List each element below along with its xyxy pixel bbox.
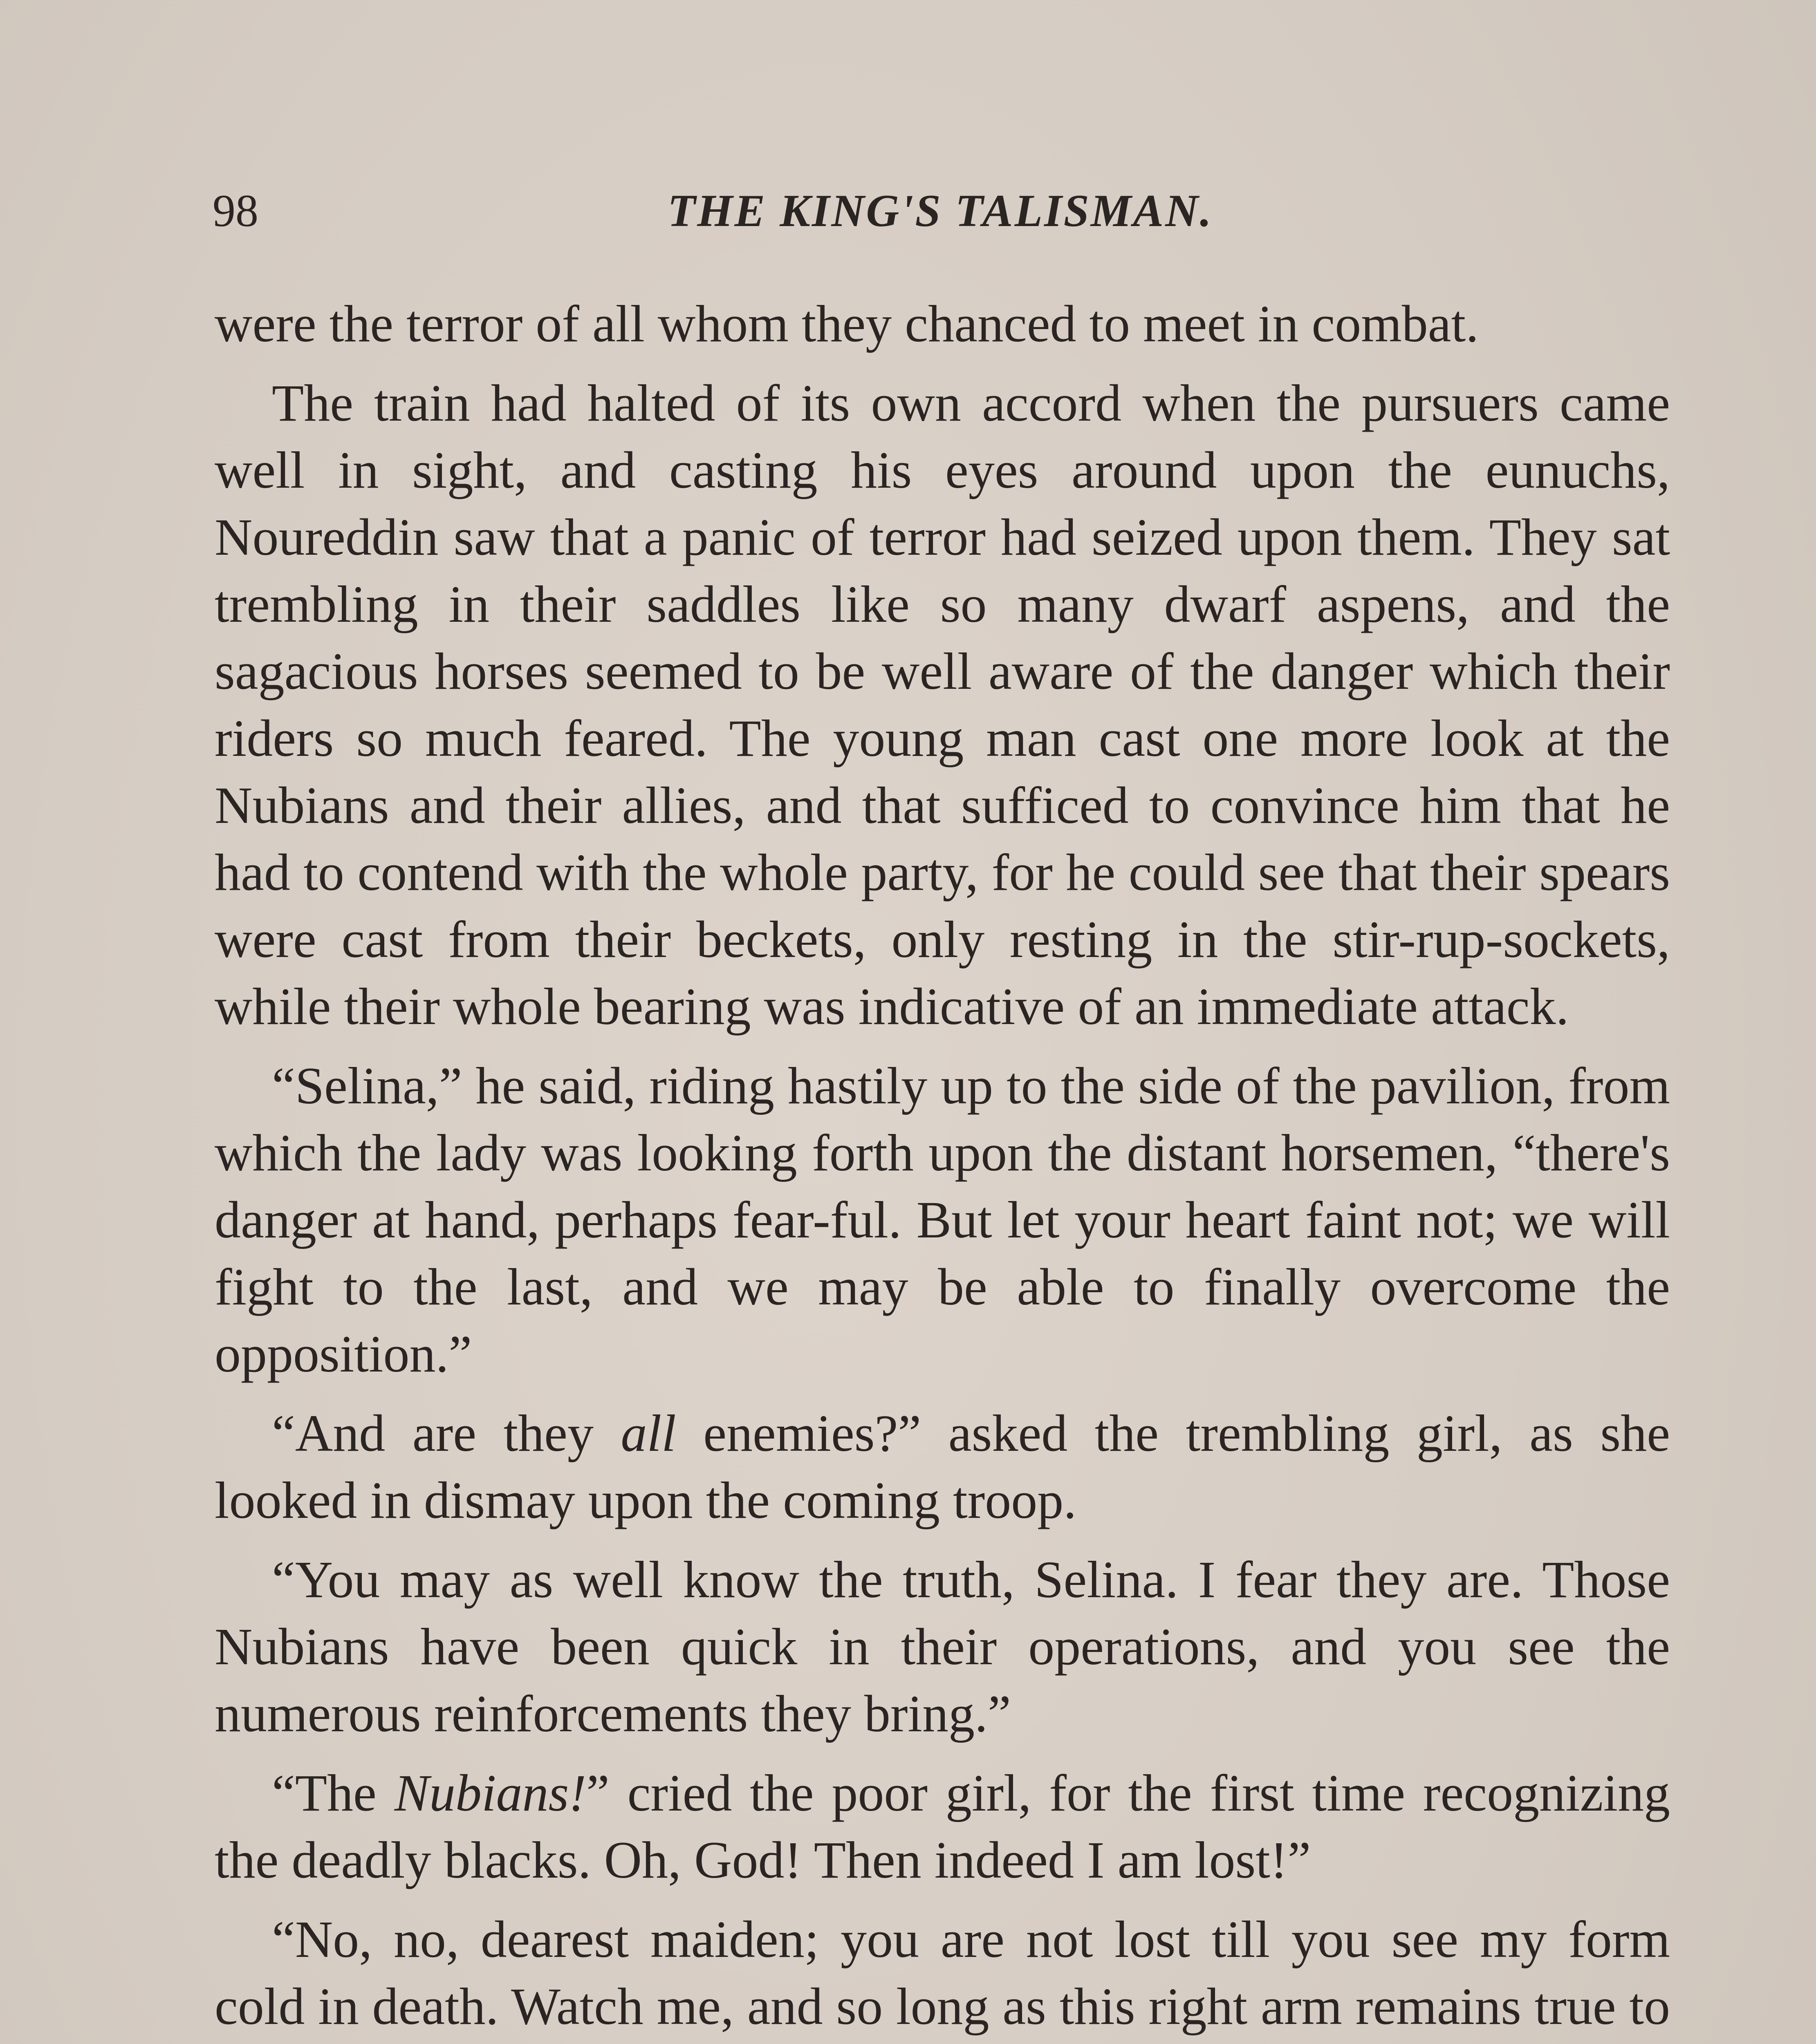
page-header: [213, 172, 1668, 245]
paragraph: [215, 1400, 1670, 1534]
paragraph: were the terror of all whom they chanced to meet in combat.: [215, 295, 1479, 353]
paragraph-text: “The: [272, 1764, 395, 1822]
body-text: [215, 290, 1670, 2044]
emphasis-text: Nubians!: [394, 1764, 586, 1822]
paragraph: “No, no, dearest maiden; you are not lost till you see my form cold in death. Watch me, and so long as this right arm remains true to: [215, 1910, 1670, 2035]
paragraph: The train had halted of its own accord when the pursuers came well in sight, and casting his eyes around upon the eunuchs, Noureddin saw that a panic of terror had seized upon them. They sat trembling in their saddles like so many dwarf aspens, and the sagacious horses seemed to be well aware of the danger which their riders so much feared. The young man cast one more look at the Nubians and their allies, and that sufficed to convince him that he had to contend with the whole party, for he could see that their spears were cast from their beckets, only resting in the stir-rup-sockets, while their whole bearing was indicative of an immediate attack.: [215, 374, 1670, 1035]
paragraph-text: enemies?” asked the trembling girl, as she looked in dismay upon the coming troop.: [215, 1404, 1670, 1529]
paragraph: “You may as well know the truth, Selina. I fear they are. Those Nubians have been quick in their operations, and you see the numerous reinforcements they bring.”: [215, 1551, 1670, 1743]
paragraph-text: ” cried the poor girl, for the first time recognizing the deadly blacks. Oh, God! Then indeed I am lost!”: [215, 1764, 1670, 1889]
paragraph-text: “And are they: [272, 1404, 621, 1462]
paragraph: “Selina,” he said, riding hastily up to the side of the pavilion, from which the lady was looking forth upon the distant horsemen, “there's danger at hand, perhaps fear-ful. But let your heart faint not; we will fight to the last, and we may be able to finally overcome the opposition.”: [215, 1057, 1670, 1383]
page-number: 98: [213, 186, 258, 236]
paragraph: [215, 1759, 1670, 1894]
running-head: THE KING'S TALISMAN.: [667, 186, 1213, 236]
emphasis-text: all: [621, 1404, 676, 1462]
